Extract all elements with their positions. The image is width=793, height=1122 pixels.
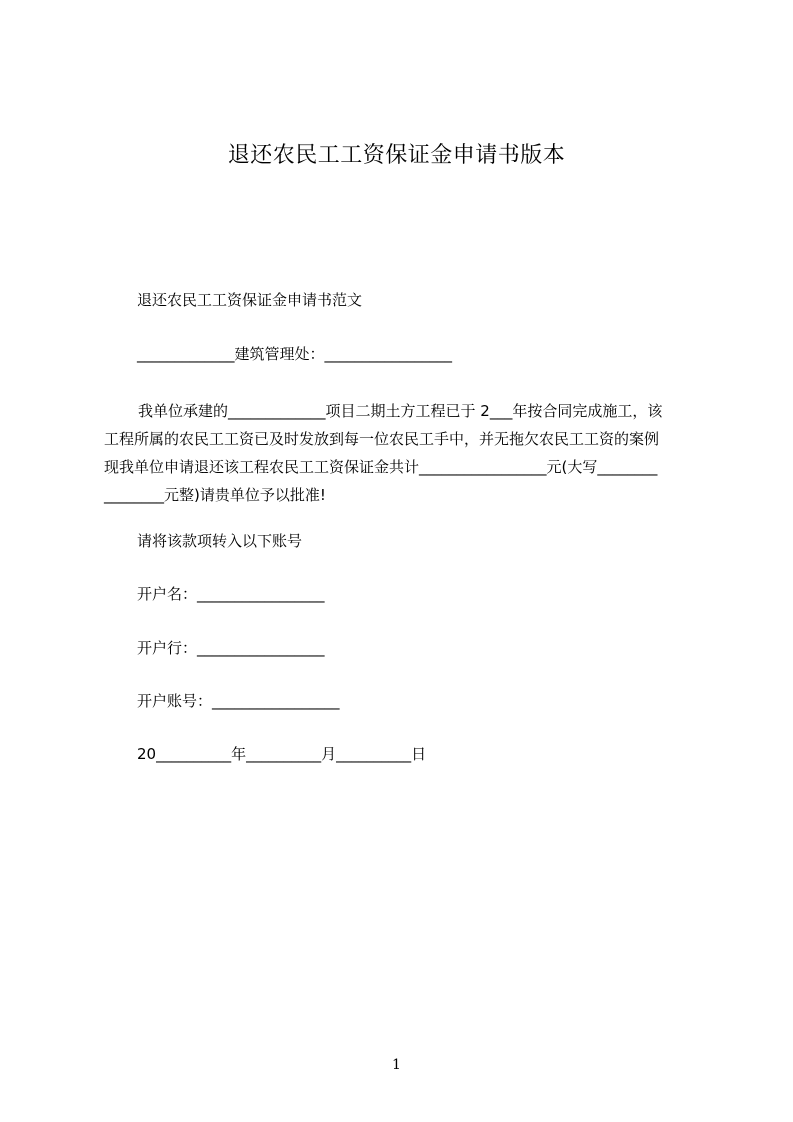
date-line: 20__________年__________月__________日	[137, 745, 427, 763]
transfer-request: 请将该款项转入以下账号	[137, 532, 303, 550]
account-number-line: 开户账号：_________________	[137, 692, 340, 710]
body-line-4: ________元整)请贵单位予以批准!	[104, 486, 326, 504]
body-line-1: 我单位承建的_____________项目二期土方工程已于 2___年按合同完成施工，该	[138, 402, 663, 420]
account-name-line: 开户名：_________________	[137, 585, 325, 603]
body-paragraph	[104, 397, 700, 509]
addressee-line: _____________建筑管理处：_________________	[137, 345, 453, 363]
body-line-3: 现我单位申请退还该工程农民工工资保证金共计_________________元(大写________	[104, 458, 658, 476]
page-number: 1	[392, 1057, 401, 1073]
document-subtitle: 退还农民工工资保证金申请书范文	[137, 291, 363, 309]
body-line-2: 工程所属的农民工工资已及时发放到每一位农民工手中，并无拖欠农民工工资的案例	[104, 430, 660, 448]
page-title: 退还农民工工资保证金申请书版本	[227, 143, 566, 168]
account-bank-line: 开户行：_________________	[137, 639, 325, 657]
